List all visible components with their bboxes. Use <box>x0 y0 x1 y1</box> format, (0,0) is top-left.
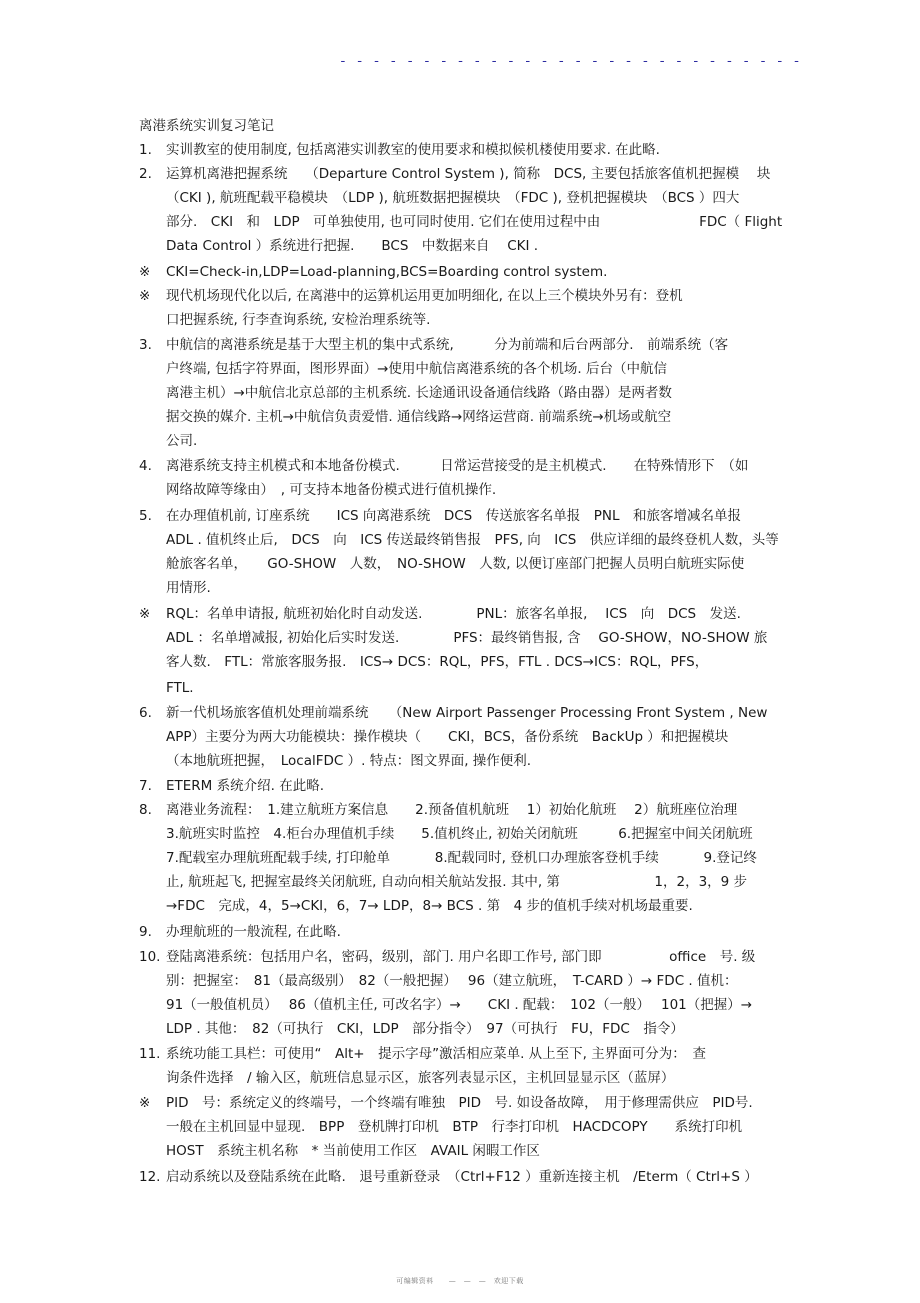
paragraph-line: 离港主机）→中航信北京总部的主机系统. 长途通讯设备通信线路（路由器）是两者数 <box>166 385 672 401</box>
list-marker: 9. <box>139 924 152 940</box>
list-marker: ※ <box>139 264 151 280</box>
paragraph-line: HOST 系统主机名称 * 当前使用工作区 AVAIL 闲暇工作区 <box>166 1143 540 1159</box>
paragraph-line: PID 号：系统定义的终端号，一个终端有唯独 PID 号. 如设备故障， 用于修理需供应 PID号. <box>166 1095 753 1111</box>
list-marker: ※ <box>139 1095 151 1111</box>
paragraph-line: 3.航班实时监控 4.柜台办理值机手续 5.值机终止, 初始关闭航班 6.把握室中间关闭航班 <box>166 826 753 842</box>
paragraph-line: 办理航班的一般流程, 在此略. <box>166 924 341 940</box>
list-marker: ※ <box>139 606 151 622</box>
paragraph-line: ADL ：名单增减报, 初始化后实时发送. PFS：最终销售报, 含 GO-SHOW，NO-SHOW 旅 <box>166 630 768 646</box>
paragraph-line: 公司. <box>166 433 198 449</box>
paragraph-line: 7.配载室办理航班配载手续, 打印舱单 8.配载同时, 登机口办理旅客登机手续 9.登记终 <box>166 850 757 866</box>
paragraph-line: ADL . 值机终止后, DCS 向 ICS 传送最终销售报 PFS, 向 ICS 供应详细的最终登机人数，头等 <box>166 532 779 548</box>
paragraph-line: 户终端, 包括字符界面，图形界面）→使用中航信离港系统的各个机场. 后台（中航信 <box>166 361 667 377</box>
paragraph-line: LDP . 其他： 82（可执行 CKI，LDP 部分指令） 97（可执行 FU，FDC 指令） <box>166 1021 684 1037</box>
paragraph-line: →FDC 完成，4，5→CKI，6，7→ LDP，8→ BCS . 第 4 步的值机手续对机场最重要. <box>166 898 693 914</box>
paragraph-line: ETERM 系统介绍. 在此略. <box>166 778 324 794</box>
list-marker: 8. <box>139 802 152 818</box>
list-marker: 5. <box>139 508 152 524</box>
paragraph-line: 客人数. FTL：常旅客服务报. ICS→ DCS：RQL，PFS，FTL . DCS→ICS：RQL，PFS， <box>166 654 709 670</box>
paragraph-line: 离港系统支持主机模式和本地备份模式. 日常运营接受的是主机模式. 在特殊情形下 （如 <box>166 458 749 474</box>
page-footer: 可编辑资料 — — — 欢迎下载 <box>396 1277 524 1285</box>
list-marker: 11. <box>139 1046 161 1062</box>
list-marker: 3. <box>139 337 152 353</box>
paragraph-line: FTL. <box>166 680 194 696</box>
paragraph-line: 现代机场现代化以后, 在离港中的运算机运用更加明细化, 在以上三个模块外另有：登机 <box>166 288 683 304</box>
paragraph-line: 实训教室的使用制度, 包括离港实训教室的使用要求和模拟候机楼使用要求. 在此略. <box>166 142 660 158</box>
paragraph-line: APP）主要分为两大功能模块：操作模块（ CKI，BCS，备份系统 BackUp ）和把握模块 <box>166 729 729 745</box>
list-marker: 1. <box>139 142 152 158</box>
paragraph-line: 口把握系统, 行李查询系统, 安检治理系统等. <box>166 312 431 328</box>
document-title: 离港系统实训复习笔记 <box>139 118 274 134</box>
paragraph-line: RQL：名单申请报, 航班初始化时自动发送. PNL：旅客名单报, ICS 向 DCS 发送. <box>166 606 741 622</box>
paragraph-line: 别：把握室： 81（最高级别） 82（一般把握） 96（建立航班， T-CARD ）→ FDC . 值机： <box>166 973 738 989</box>
paragraph-line: 启动系统以及登陆系统在此略. 退号重新登录 （Ctrl+F12 ）重新连接主机 /Eterm（ Ctrl+S ） <box>166 1169 758 1185</box>
paragraph-line: 系统功能工具栏：可使用“ Alt+ 提示字母”激活相应菜单. 从上至下, 主界面可分为： 查 <box>166 1046 706 1062</box>
paragraph-line: CKI=Check-in,LDP=Load-planning,BCS=Boarding control system. <box>166 264 608 280</box>
paragraph-line: 舱旅客名单， GO-SHOW 人数， NO-SHOW 人数, 以便订座部门把握人员明白航班实际使 <box>166 556 745 572</box>
list-marker: 10. <box>139 949 161 965</box>
paragraph-line: （本地航班把握， LocalFDC ）. 特点：图文界面, 操作便利. <box>166 753 532 769</box>
list-marker: 2. <box>139 166 152 182</box>
paragraph-line: 用情形. <box>166 580 211 596</box>
paragraph-line: 运算机离港把握系统 （Departure Control System ), 简称 DCS, 主要包括旅客值机把握模 块 <box>166 166 771 182</box>
paragraph-line: 新一代机场旅客值机处理前端系统 （New Airport Passenger Processing Front System , New <box>166 705 768 721</box>
paragraph-line: 询条件选择 / 输入区，航班信息显示区，旅客列表显示区，主机回显显示区（蓝屏） <box>166 1070 675 1086</box>
paragraph-line: Data Control ）系统进行把握. BCS 中数据来自 CKI . <box>166 238 539 254</box>
paragraph-line: 部分. CKI 和 LDP 可单独使用, 也可同时使用. 它们在使用过程中由 FDC（ Flight <box>166 214 783 230</box>
paragraph-line: 网络故障等缘由） , 可支持本地备份模式进行值机操作. <box>166 482 497 498</box>
list-marker: 4. <box>139 458 152 474</box>
paragraph-line: 91（一般值机员） 86（值机主任, 可改名字）→ CKI . 配载： 102（一般） 101（把握）→ <box>166 997 753 1013</box>
paragraph-line: 在办理值机前, 订座系统 ICS 向离港系统 DCS 传送旅客名单报 PNL 和旅客增减名单报 <box>166 508 742 524</box>
paragraph-line: 离港业务流程： 1.建立航班方案信息 2.预备值机航班 1）初始化航班 2）航班座位治理 <box>166 802 738 818</box>
top-dash-rule: - - - - - - - - - - - - - - - - - - - - - - - - - - - - <box>339 54 802 69</box>
list-marker: 12. <box>139 1169 161 1185</box>
paragraph-line: 一般在主机回显中显现. BPP 登机牌打印机 BTP 行李打印机 HACDCOPY 系统打印机 <box>166 1119 743 1135</box>
paragraph-line: （CKI ), 航班配载平稳模块 （LDP ), 航班数据把握模块 （FDC ), 登机把握模块 （BCS ）四大 <box>166 190 740 206</box>
paragraph-line: 登陆离港系统：包括用户名，密码，级别，部门. 用户名即工作号, 部门即 office 号. 级 <box>166 949 756 965</box>
list-marker: 7. <box>139 778 152 794</box>
list-marker: ※ <box>139 288 151 304</box>
list-marker: 6. <box>139 705 152 721</box>
paragraph-line: 止, 航班起飞, 把握室最终关闭航班, 自动向相关航站发报. 其中, 第 1，2，3，9 步 <box>166 874 748 890</box>
paragraph-line: 据交换的媒介. 主机→中航信负责爱惜. 通信线路→网络运营商. 前端系统→机场或航空 <box>166 409 672 425</box>
paragraph-line: 中航信的离港系统是基于大型主机的集中式系统, 分为前端和后台两部分. 前端系统（客 <box>166 337 729 353</box>
